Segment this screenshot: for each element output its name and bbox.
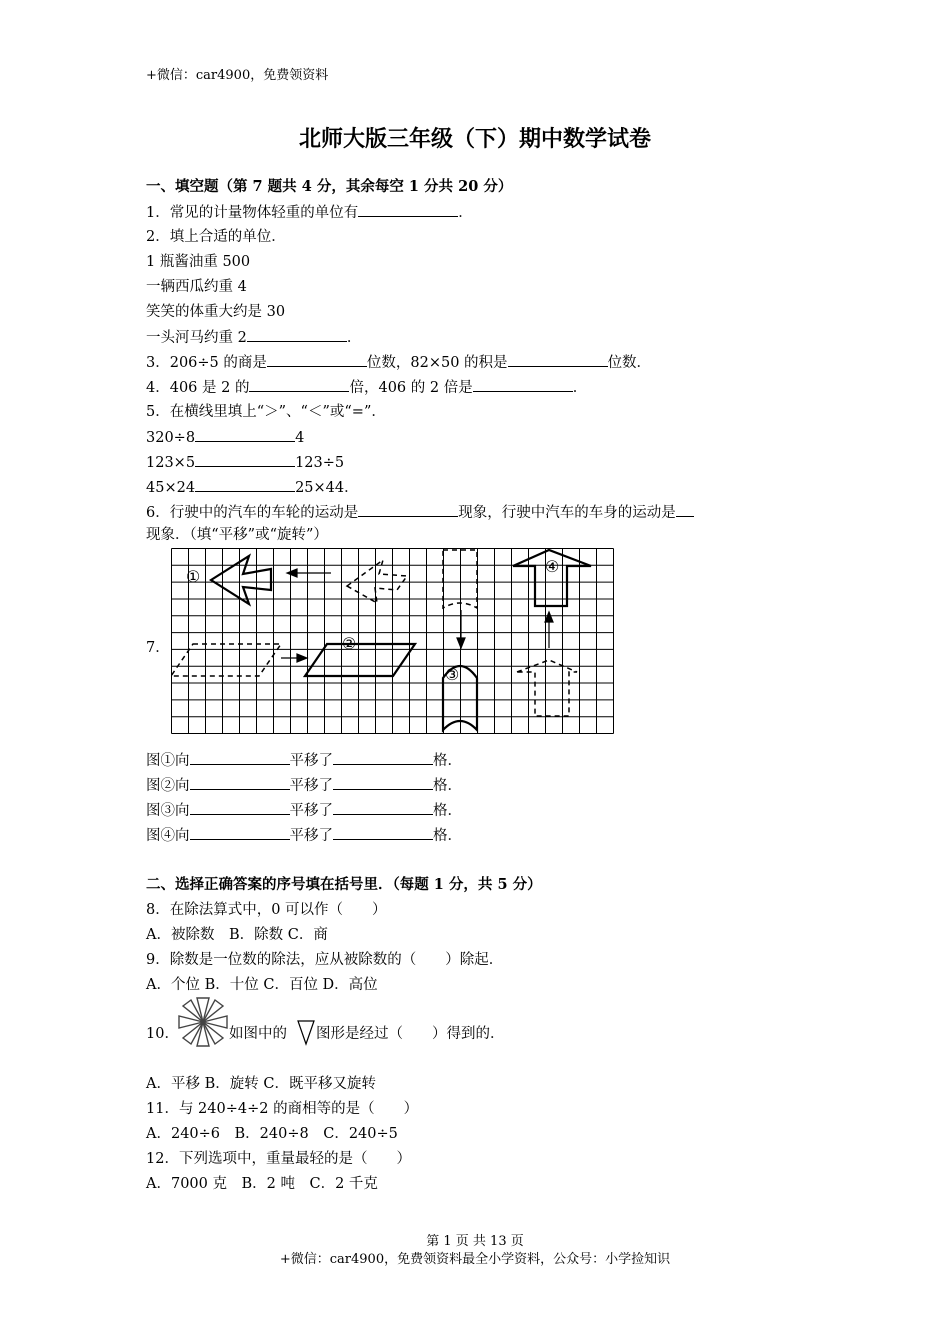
compare-left: 320÷8 — [146, 430, 196, 446]
question-3 — [146, 352, 651, 373]
row-move-label: 平移了 — [289, 828, 333, 844]
answer-blank[interactable] — [333, 825, 433, 840]
row-move-label: 平移了 — [289, 778, 333, 794]
figure-1-arrow — [211, 556, 271, 604]
answer-blank[interactable] — [508, 352, 608, 367]
figure-mark-4: ④ — [544, 557, 560, 576]
question-3-part-c: 位数． — [607, 355, 652, 371]
grid-lines — [172, 549, 614, 734]
question-5: 5．在横线里填上“＞”、“＜”或“=”． — [146, 404, 386, 420]
answer-blank[interactable] — [358, 502, 458, 517]
question-6-part-a: 6．行驶中的汽车的车轮的运动是 — [146, 505, 359, 521]
figure-4-dashed-shape — [517, 660, 577, 716]
question-9: 9．除数是一位数的除法，应从被除数的（ ）除起． — [146, 952, 504, 968]
answer-blank[interactable] — [267, 352, 367, 367]
question-3-part-b: 位数，82×50 的积是 — [366, 355, 508, 371]
answer-blank[interactable] — [249, 377, 349, 392]
question-7-row-4 — [146, 825, 462, 846]
figure-2-dashed-parallelogram — [171, 644, 281, 676]
answer-blank[interactable] — [190, 775, 290, 790]
figure-mark-1: ① — [185, 567, 201, 586]
footer-note: +微信：car4900，免费领资料最全小学资料，公众号：小学捡知识 — [279, 1252, 671, 1267]
question-8-options[interactable]: A．被除数 B．除数 C．商 — [146, 927, 328, 943]
question-5a — [146, 427, 304, 448]
answer-blank[interactable] — [333, 775, 433, 790]
answer-blank[interactable] — [190, 825, 290, 840]
question-5b — [146, 452, 344, 473]
question-7-row-2 — [146, 775, 462, 796]
answer-blank[interactable] — [195, 477, 295, 492]
answer-blank[interactable] — [333, 750, 433, 765]
answer-blank[interactable] — [195, 427, 295, 442]
question-10-options[interactable]: A．平移 B．旋转 C．既平移又旋转 — [146, 1076, 376, 1092]
question-4-part-a: 4．406 是 2 的 — [146, 380, 250, 396]
page-number: 第 1 页 共 13 页 — [426, 1234, 524, 1249]
row-unit-label: 格． — [433, 803, 462, 819]
page-header-note: +微信：car4900，免费领资料 — [146, 68, 329, 83]
question-2d — [146, 327, 361, 348]
answer-blank[interactable] — [247, 327, 347, 342]
compare-right: 25×44． — [295, 480, 359, 496]
compare-left: 123×5 — [146, 455, 196, 471]
compare-right: 123÷5 — [295, 455, 345, 471]
question-10-text-a: 如图中的 — [229, 1026, 287, 1042]
question-6 — [146, 502, 694, 523]
section-2-heading: 二、选择正确答案的序号填在括号里．（每题 1 分，共 5 分） — [146, 876, 542, 893]
row-direction-label: 图②向 — [146, 778, 190, 794]
row-move-label: 平移了 — [289, 753, 333, 769]
compare-left: 45×24 — [146, 480, 196, 496]
figure-1-dashed-arrow — [347, 560, 407, 603]
question-7-row-3 — [146, 800, 462, 821]
figure-2-parallelogram — [305, 644, 415, 676]
question-1 — [146, 202, 473, 223]
question-4-part-c: ． — [572, 380, 588, 396]
question-4 — [146, 377, 587, 398]
row-unit-label: 格． — [433, 778, 462, 794]
compare-right: 4 — [295, 430, 305, 446]
question-6-continued: 现象．（填“平移”或“旋转”） — [146, 527, 328, 543]
answer-blank[interactable] — [358, 202, 458, 217]
pinwheel-figure — [177, 996, 229, 1048]
answer-blank[interactable] — [190, 750, 290, 765]
row-move-label: 平移了 — [289, 803, 333, 819]
row-unit-label: 格． — [433, 753, 462, 769]
answer-blank[interactable] — [333, 800, 433, 815]
question-7-label: 7． — [146, 640, 170, 656]
question-2: 2．填上合适的单位． — [146, 229, 286, 245]
answer-blank[interactable] — [190, 800, 290, 815]
question-1-text: 1．常见的计量物体轻重的单位有 — [146, 205, 359, 221]
row-direction-label: 图④向 — [146, 828, 190, 844]
question-10-text-b: 图形是经过（ ）得到的． — [316, 1026, 505, 1042]
figure-mark-3: ③ — [444, 665, 460, 684]
question-12-options[interactable]: A．7000 克 B．2 吨 C．2 千克 — [146, 1176, 378, 1192]
question-10-number: 10． — [146, 1026, 179, 1042]
figure-mark-2: ② — [341, 634, 357, 653]
arrow-right-icon — [281, 654, 307, 662]
question-2d-end: ． — [346, 330, 362, 346]
question-8: 8．在除法算式中，0 可以作（ ） — [146, 902, 387, 918]
row-direction-label: 图③向 — [146, 803, 190, 819]
question-6-part-b: 现象，行驶中汽车的车身的运动是 — [458, 505, 676, 521]
answer-blank[interactable] — [676, 502, 694, 517]
question-11-options[interactable]: A．240÷6 B．240÷8 C．240÷5 — [146, 1126, 398, 1142]
question-2d-text: 一头河马约重 2 — [146, 330, 247, 346]
section-1-heading: 一、填空题（第 7 题共 4 分，其余每空 1 分共 20 分） — [146, 178, 513, 195]
question-5c — [146, 477, 359, 498]
row-direction-label: 图①向 — [146, 753, 190, 769]
answer-blank[interactable] — [473, 377, 573, 392]
question-2c: 笑笑的体重大约是 30 — [146, 304, 286, 320]
question-2a: 1 瓶酱油重 500 — [146, 254, 251, 270]
arrow-up-icon — [545, 612, 553, 648]
row-unit-label: 格． — [433, 828, 462, 844]
question-9-options[interactable]: A．个位 B．十位 C．百位 D．高位 — [146, 977, 378, 993]
question-2b: 一辆西瓜约重 4 — [146, 279, 247, 295]
question-12: 12．下列选项中，重量最轻的是（ ） — [146, 1151, 411, 1167]
question-11: 11．与 240÷4÷2 的商相等的是（ ） — [146, 1101, 419, 1117]
question-1-end: ． — [458, 205, 473, 221]
answer-blank[interactable] — [195, 452, 295, 467]
translation-grid-figure — [171, 548, 614, 734]
question-7-row-1 — [146, 750, 462, 771]
question-4-part-b: 倍，406 的 2 倍是 — [349, 380, 473, 396]
triangle-icon — [296, 1018, 316, 1046]
page-title: 北师大版三年级（下）期中数学试卷 — [298, 126, 651, 152]
question-3-part-a: 3．206÷5 的商是 — [146, 355, 267, 371]
